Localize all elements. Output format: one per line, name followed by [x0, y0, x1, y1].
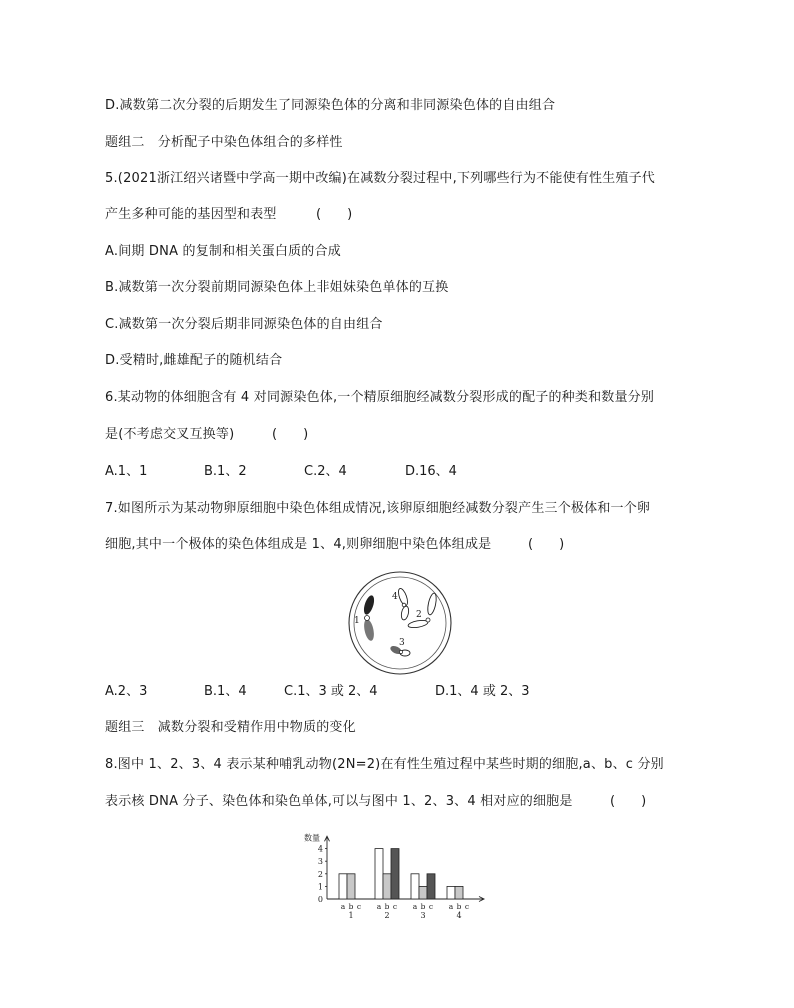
bar-b-4 — [455, 886, 463, 899]
question-7-option-c: C.1、3 或 2、4 — [284, 684, 378, 699]
answer-paren: ( ) — [528, 537, 565, 552]
y-tick-label: 3 — [317, 857, 323, 867]
oogonium-diagram — [345, 571, 455, 675]
bar-sub-label: a — [448, 902, 454, 911]
bar-a-3 — [411, 874, 419, 899]
bar-sub-label: a — [340, 902, 346, 911]
question-6-option-d: D.16、4 — [405, 464, 457, 479]
answer-paren: ( ) — [610, 794, 647, 809]
bar-a-4 — [447, 886, 455, 899]
group-3-heading: 题组三 减数分裂和受精作用中物质的变化 — [105, 720, 356, 735]
question-7-option-d: D.1、4 或 2、3 — [435, 684, 530, 699]
question-5-option-a: A.间期 DNA 的复制和相关蛋白质的合成 — [105, 244, 341, 259]
question-6-option-c: C.2、4 — [304, 464, 347, 479]
group-2-heading: 题组二 分析配子中染色体组合的多样性 — [105, 135, 343, 150]
bar-a-2 — [375, 849, 383, 899]
question-7-option-b: B.1、4 — [204, 684, 247, 699]
answer-paren: ( ) — [316, 207, 353, 222]
chromosome-label-2: 2 — [416, 610, 422, 620]
question-5-option-c: C.减数第一次分裂后期非同源染色体的自由组合 — [105, 317, 383, 332]
y-tick-label: 0 — [317, 895, 323, 904]
answer-paren: ( ) — [272, 427, 309, 442]
category-label: 1 — [348, 911, 354, 920]
question-6-option-a: A.1、1 — [105, 464, 148, 479]
chromosome-label-4: 4 — [392, 592, 398, 602]
chromosome-label-3: 3 — [399, 638, 405, 648]
question-5-option-d: D.受精时,雌雄配子的随机结合 — [105, 353, 283, 368]
category-label: 3 — [420, 911, 426, 920]
bar-sub-label: c — [464, 902, 470, 911]
bar-chart — [300, 822, 490, 922]
bar-b-2 — [383, 874, 391, 899]
bar-b-3 — [419, 886, 427, 899]
question-7-line-1: 7.如图所示为某动物卵原细胞中染色体组成情况,该卵原细胞经减数分裂产生三个极体和一个卵 — [105, 501, 651, 516]
question-4d: D.减数第二次分裂的后期发生了同源染色体的分离和非同源染色体的自由组合 — [105, 98, 556, 113]
y-tick-label: 4 — [317, 844, 323, 854]
cell-membrane — [349, 572, 451, 674]
category-label: 2 — [384, 911, 390, 920]
y-tick-label: 1 — [317, 882, 323, 892]
question-8-line-1: 8.图中 1、2、3、4 表示某种哺乳动物(2N=2)在有性生殖过程中某些时期的细胞,a、b、c 分别 — [105, 757, 664, 772]
y-axis-title: 数量 — [304, 833, 320, 843]
question-5-option-b: B.减数第一次分裂前期同源染色体上非姐妹染色单体的互换 — [105, 280, 449, 295]
question-8-line-2: 表示核 DNA 分子、染色体和染色单体,可以与图中 1、2、3、4 相对应的细胞是 — [105, 794, 573, 809]
bar-b-1 — [347, 874, 355, 899]
question-6-line-2: 是(不考虑交叉互换等) — [105, 427, 235, 442]
bar-c-3 — [427, 874, 435, 899]
bar-sub-label: a — [376, 902, 382, 911]
bar-sub-label: b — [384, 902, 390, 911]
category-label: 4 — [456, 911, 462, 920]
question-6-line-1: 6.某动物的体细胞含有 4 对同源染色体,一个精原细胞经减数分裂形成的配子的种类和数量分别 — [105, 390, 655, 405]
question-7-line-2: 细胞,其中一个极体的染色体组成是 1、4,则卵细胞中染色体组成是 — [105, 537, 492, 552]
bar-sub-label: b — [456, 902, 462, 911]
question-5-line-1: 5.(2021浙江绍兴诸暨中学高一期中改编)在减数分裂过程中,下列哪些行为不能使有性生殖子代 — [105, 171, 655, 186]
bar-sub-label: b — [420, 902, 426, 911]
bar-a-1 — [339, 874, 347, 899]
question-6-option-b: B.1、2 — [204, 464, 247, 479]
bar-sub-label: c — [428, 902, 434, 911]
bar-sub-label: b — [348, 902, 354, 911]
y-tick-label: 2 — [317, 869, 323, 879]
chromosome-label-1: 1 — [354, 616, 360, 626]
bar-c-2 — [391, 849, 399, 899]
bar-sub-label: c — [392, 902, 398, 911]
bar-sub-label: c — [356, 902, 362, 911]
question-5-line-2: 产生多种可能的基因型和表型 — [105, 207, 277, 222]
question-7-option-a: A.2、3 — [105, 684, 148, 699]
bar-sub-label: a — [412, 902, 418, 911]
